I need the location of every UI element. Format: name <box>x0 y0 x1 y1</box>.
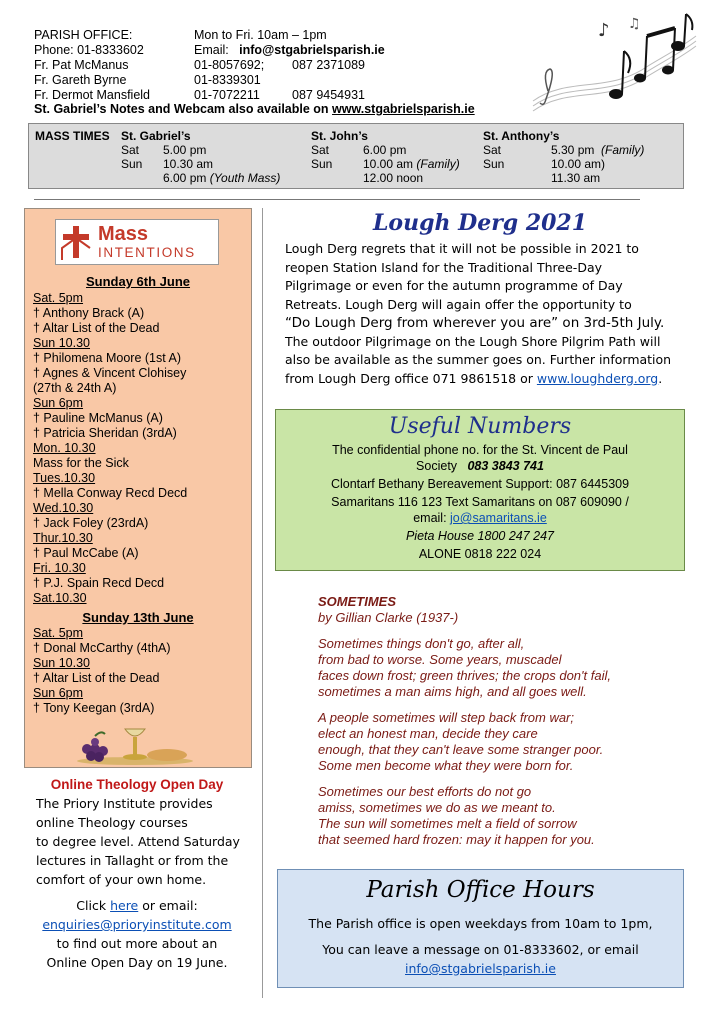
intention-time: Sun 6pm <box>33 396 84 410</box>
intention-line: † Mella Conway Recd Decd <box>33 486 188 500</box>
intention-line: † Tony Keegan (3rdA) <box>33 701 155 715</box>
intention-line: † Altar List of the Dead <box>33 671 160 685</box>
intention-line: † Jack Foley (23rdA) <box>33 516 149 530</box>
poem-line: A people sometimes will step back from war; <box>318 710 575 725</box>
click-text: Click <box>76 898 107 913</box>
intention-line: † Paul McCabe (A) <box>33 546 139 560</box>
email-label: Email: <box>194 43 229 57</box>
mass-day: Sun <box>311 157 333 171</box>
intention-time: Sat. 5pm <box>33 291 84 305</box>
or-email-text: or email: <box>142 898 198 913</box>
here-link[interactable]: here <box>110 898 139 913</box>
office-hours-line1: The Parish office is open weekdays from 10am to 1pm, <box>308 916 653 931</box>
church-name-st-gabriels: St. Gabriel’s <box>121 129 191 143</box>
intention-line: † Patricia Sheridan (3rdA) <box>33 426 177 440</box>
poem-line: Sometimes our best efforts do not go <box>318 784 532 799</box>
samaritans-line: Samaritans 116 123 Text Samaritans on 087 609090 / <box>331 495 629 509</box>
mass-day: Sat <box>483 143 502 157</box>
lough-derg-line <box>285 370 671 389</box>
samaritans-email-link[interactable]: jo@samaritans.ie <box>450 511 547 525</box>
poem-sometimes <box>318 594 611 848</box>
theology-body <box>36 794 240 889</box>
theology-body-line: to degree level. Attend Saturday <box>36 834 240 849</box>
priest-1-mobile: 087 2371089 <box>292 58 365 72</box>
intention-time: Wed.10.30 <box>33 501 94 515</box>
theology-title: Online Theology Open Day <box>50 777 224 792</box>
intention-line: † P.J. Spain Recd Decd <box>33 576 165 590</box>
chalice-grapes-icon <box>55 721 195 765</box>
intention-line: † Philomena Moore (1st A) <box>33 351 181 365</box>
poem-line: amiss, sometimes we do as we meant to. <box>318 800 556 815</box>
mass-intentions-logo <box>55 219 219 265</box>
sunday-6-june-heading: Sunday 6th June <box>85 274 191 289</box>
intention-line: † Agnes & Vincent Clohisey <box>33 366 187 380</box>
parish-office-header <box>34 28 534 118</box>
music-notes-icon <box>528 6 698 116</box>
parish-office-hours-box <box>277 869 684 988</box>
poem-line: The sun will sometimes melt a field of sorrow <box>318 816 577 831</box>
bethany-line: Clontarf Bethany Bereavement Support: 087 6445309 <box>330 477 630 491</box>
intention-line: † Anthony Brack (A) <box>33 306 145 320</box>
lough-derg-line-text: from Lough Derg office 071 9861518 or <box>285 370 533 386</box>
office-hours: Mon to Fri. 10am – 1pm <box>194 28 327 42</box>
mass-time: 10.00 am <box>363 157 414 171</box>
priest-1-name: Fr. Pat McManus <box>34 58 129 72</box>
intention-line: † Pauline McManus (A) <box>33 411 163 425</box>
mass-day: Sat <box>311 143 330 157</box>
divider <box>34 199 640 200</box>
lough-derg-title: Lough Derg 2021 <box>372 210 588 236</box>
theology-body-line: online Theology courses <box>36 815 188 830</box>
svp-line: The confidential phone no. for the St. Vincent de Paul <box>332 443 628 457</box>
poem-line: that seemed hard frozen: may it happen for you. <box>318 832 595 847</box>
mass-times-box <box>28 123 684 189</box>
poem-title: SOMETIMES <box>318 594 397 609</box>
lough-derg-body <box>285 240 671 388</box>
intention-time: Thur.10.30 <box>33 531 93 545</box>
mass-day: Sun <box>483 157 505 171</box>
intention-line: † Altar List of the Dead <box>33 321 160 335</box>
mass-day: Sun <box>121 157 143 171</box>
church-name-st-johns: St. John’s <box>311 129 368 143</box>
mass-intentions-panel <box>24 208 252 768</box>
theology-body-line: lectures in Tallaght or from the <box>36 853 229 868</box>
office-label: PARISH OFFICE: <box>34 28 133 42</box>
svp-phone: 083 3843 741 <box>467 459 544 473</box>
cross-icon <box>60 224 96 260</box>
priest-3-mobile: 087 9454931 <box>292 88 365 102</box>
svp-society: Society <box>416 459 458 473</box>
lough-derg-line: Lough Derg regrets that it will not be possible in 2021 to <box>285 241 639 256</box>
logo-word-mass: Mass <box>98 223 149 245</box>
lough-derg-line: Pilgrimage or even for the autumn programme of Day <box>285 278 623 293</box>
theology-body-line: The Priory Institute provides <box>36 796 213 811</box>
intention-time: Sat.10.30 <box>33 591 87 605</box>
useful-numbers-title: Useful Numbers <box>388 414 572 439</box>
priest-1-phone: 01-8057692; <box>194 58 265 72</box>
mass-time: 11.30 am <box>551 171 601 185</box>
lough-derg-line: “Do Lough Derg from wherever you are” on 3rd-5th July. <box>285 315 665 331</box>
mass-time: 5.30 pm <box>551 143 595 157</box>
intention-time: Sun 6pm <box>33 686 84 700</box>
intention-time: Fri. 10.30 <box>33 561 86 575</box>
mass-time: 10.00 am) <box>551 157 606 171</box>
poem-line: elect an honest man, decide they care <box>318 726 538 741</box>
intention-time: Tues.10.30 <box>33 471 96 485</box>
intention-line: Mass for the Sick <box>33 456 129 470</box>
website-link[interactable]: www.stgabrielsparish.ie <box>332 102 475 116</box>
mass-note: (Youth Mass) <box>209 171 281 185</box>
pieta-line: Pieta House 1800 247 247 <box>405 529 555 543</box>
intention-line: † Donal McCarthy (4thA) <box>33 641 171 655</box>
poem-line: sometimes a man aims high, and all goes well. <box>318 684 587 699</box>
mass-time: 12.00 noon <box>363 171 424 185</box>
lough-derg-line: Retreats. Lough Derg will again offer the opportunity to <box>285 296 632 312</box>
email-text: email: <box>413 511 447 525</box>
priest-2-phone: 01-8339301 <box>194 73 261 87</box>
poem-line: Some men become what they were born for. <box>318 758 574 773</box>
lough-derg-line: The outdoor Pilgrimage on the Lough Shore Pilgrim Path will <box>285 333 661 349</box>
svg-text:♫: ♫ <box>628 16 641 32</box>
notes-line: St. Gabriel’s Notes and Webcam also available on <box>34 102 329 116</box>
office-hours-title: Parish Office Hours <box>366 877 595 903</box>
mass-time: 6.00 pm <box>163 171 207 185</box>
theology-open-day: Online Open Day on 19 June. <box>46 955 228 970</box>
poem-line: Sometimes things don't go, after all, <box>318 636 525 651</box>
priest-3-phone: 01-7072211 <box>194 88 260 102</box>
poem-line: from bad to worse. Some years, muscadel <box>318 652 562 667</box>
svg-text:♪: ♪ <box>598 20 610 41</box>
phone-label: Phone: 01-8333602 <box>34 43 144 57</box>
lough-derg-period: . <box>658 370 663 386</box>
theology-click-line <box>24 896 250 915</box>
poem-line: faces down frost; green thrives; the crops don't fail, <box>318 668 611 683</box>
lough-derg-line: reopen Station Island for the Traditional Three-Day <box>285 259 602 275</box>
lough-derg-line: also be available as the summer goes on. Further information <box>285 352 672 367</box>
column-divider <box>262 208 263 998</box>
useful-numbers-box <box>275 409 685 571</box>
mass-day: Sat <box>121 143 140 157</box>
mass-times-label: MASS TIMES <box>35 129 110 143</box>
intention-time: Mon. 10.30 <box>33 441 96 455</box>
intention-line: (27th & 24th A) <box>33 381 117 395</box>
mass-time: 6.00 pm <box>363 143 407 157</box>
intention-time: Sun 10.30 <box>33 656 90 670</box>
priest-3-name: Fr. Dermot Mansfield <box>34 88 151 102</box>
mass-time: 5.00 pm <box>163 143 207 157</box>
theology-body-line: comfort of your own home. <box>36 872 207 887</box>
priest-2-name: Fr. Gareth Byrne <box>34 73 127 87</box>
poem-line: enough, that they can't leave some stranger poor. <box>318 742 604 757</box>
office-hours-line2: You can leave a message on 01-8333602, or email <box>322 942 639 957</box>
office-email[interactable]: info@stgabrielsparish.ie <box>239 43 385 57</box>
lough-derg-website-link[interactable]: www.loughderg.org <box>536 370 659 386</box>
poem-author: by Gillian Clarke (1937-) <box>318 610 459 625</box>
intention-time: Sun 10.30 <box>33 336 90 350</box>
sunday-13-june-heading: Sunday 13th June <box>82 610 194 625</box>
priory-email-link[interactable]: enquiries@prioryinstitute.com <box>42 917 232 932</box>
intention-time: Sat. 5pm <box>33 626 84 640</box>
alone-line: ALONE 0818 222 024 <box>418 547 542 561</box>
theology-find-out: to find out more about an <box>56 936 218 951</box>
mass-note: (Family) <box>601 143 645 157</box>
mass-time: 10.30 am <box>163 157 214 171</box>
mass-note: (Family) <box>416 157 460 171</box>
logo-word-intentions: INTENTIONS <box>98 245 196 260</box>
church-name-st-anthonys: St. Anthony’s <box>483 129 560 143</box>
office-email-link[interactable]: info@stgabrielsparish.ie <box>405 961 556 976</box>
